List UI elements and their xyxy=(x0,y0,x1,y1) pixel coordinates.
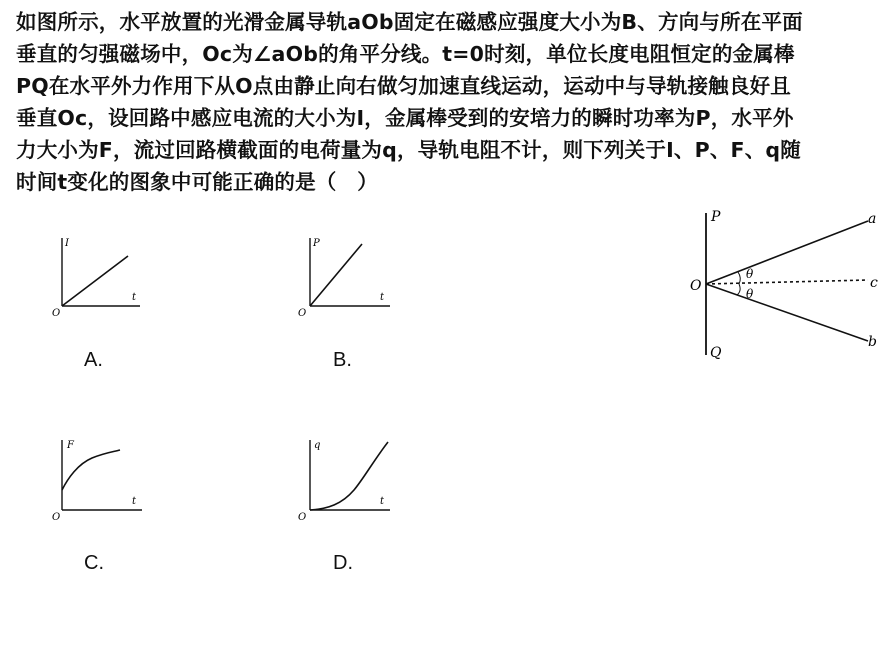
y-axis-label: I xyxy=(65,238,69,249)
option-a-label[interactable]: A. xyxy=(84,349,103,371)
option-b-graph xyxy=(288,232,398,322)
option-d-graph xyxy=(288,434,398,524)
curve xyxy=(310,244,362,306)
option-a-graph xyxy=(40,232,150,322)
curve xyxy=(310,442,388,510)
label-q: Q xyxy=(710,345,722,361)
option-c-graph xyxy=(40,434,150,524)
rail-ob xyxy=(706,284,868,341)
label-o: O xyxy=(690,278,702,294)
x-axis-label: t xyxy=(380,292,385,303)
label-b: b xyxy=(868,334,877,350)
y-axis-label: q xyxy=(314,440,321,451)
question-line: 如图所示，水平放置的光滑金属导轨aOb固定在磁感应强度大小为B、方向与所在平面 xyxy=(16,10,803,34)
question-text xyxy=(16,6,882,198)
y-axis-label: F xyxy=(67,440,74,451)
rail-figure xyxy=(680,205,880,365)
option-b-label[interactable]: B. xyxy=(333,349,352,371)
x-axis-label: t xyxy=(132,292,137,303)
question-line: 力大小为F，流过回路横截面的电荷量为q，导轨电阻不计，则下列关于I、P、F、q随 xyxy=(16,138,802,162)
option-c-label[interactable]: C. xyxy=(84,552,104,574)
angle-arc-lower xyxy=(737,284,740,295)
label-theta-lower: θ xyxy=(746,287,754,301)
question-line: 垂直Oc，设回路中感应电流的大小为I，金属棒受到的安培力的瞬时功率为P，水平外 xyxy=(16,106,794,130)
x-axis-label: t xyxy=(132,496,137,507)
origin-label: O xyxy=(298,512,307,523)
question-line: PQ在水平外力作用下从O点由静止向右做匀加速直线运动，运动中与导轨接触良好且 xyxy=(16,74,791,98)
origin-label: O xyxy=(298,308,307,319)
y-axis-label: P xyxy=(313,238,320,249)
curve xyxy=(62,256,128,306)
curve xyxy=(62,450,120,490)
label-c: c xyxy=(870,275,878,291)
question-line: 时间t变化的图象中可能正确的是（ ） xyxy=(16,170,378,194)
label-theta-upper: θ xyxy=(746,267,754,281)
rail-oa xyxy=(706,221,868,284)
bisector-oc xyxy=(706,280,868,284)
angle-arc-upper xyxy=(738,272,740,284)
label-a: a xyxy=(868,211,877,227)
option-d-label[interactable]: D. xyxy=(333,552,353,574)
question-line: 垂直的匀强磁场中，Oc为∠aOb的角平分线。t=0时刻，单位长度电阻恒定的金属棒 xyxy=(16,42,795,66)
origin-label: O xyxy=(52,308,61,319)
label-p: P xyxy=(711,209,721,225)
x-axis-label: t xyxy=(380,496,385,507)
origin-label: O xyxy=(52,512,61,523)
